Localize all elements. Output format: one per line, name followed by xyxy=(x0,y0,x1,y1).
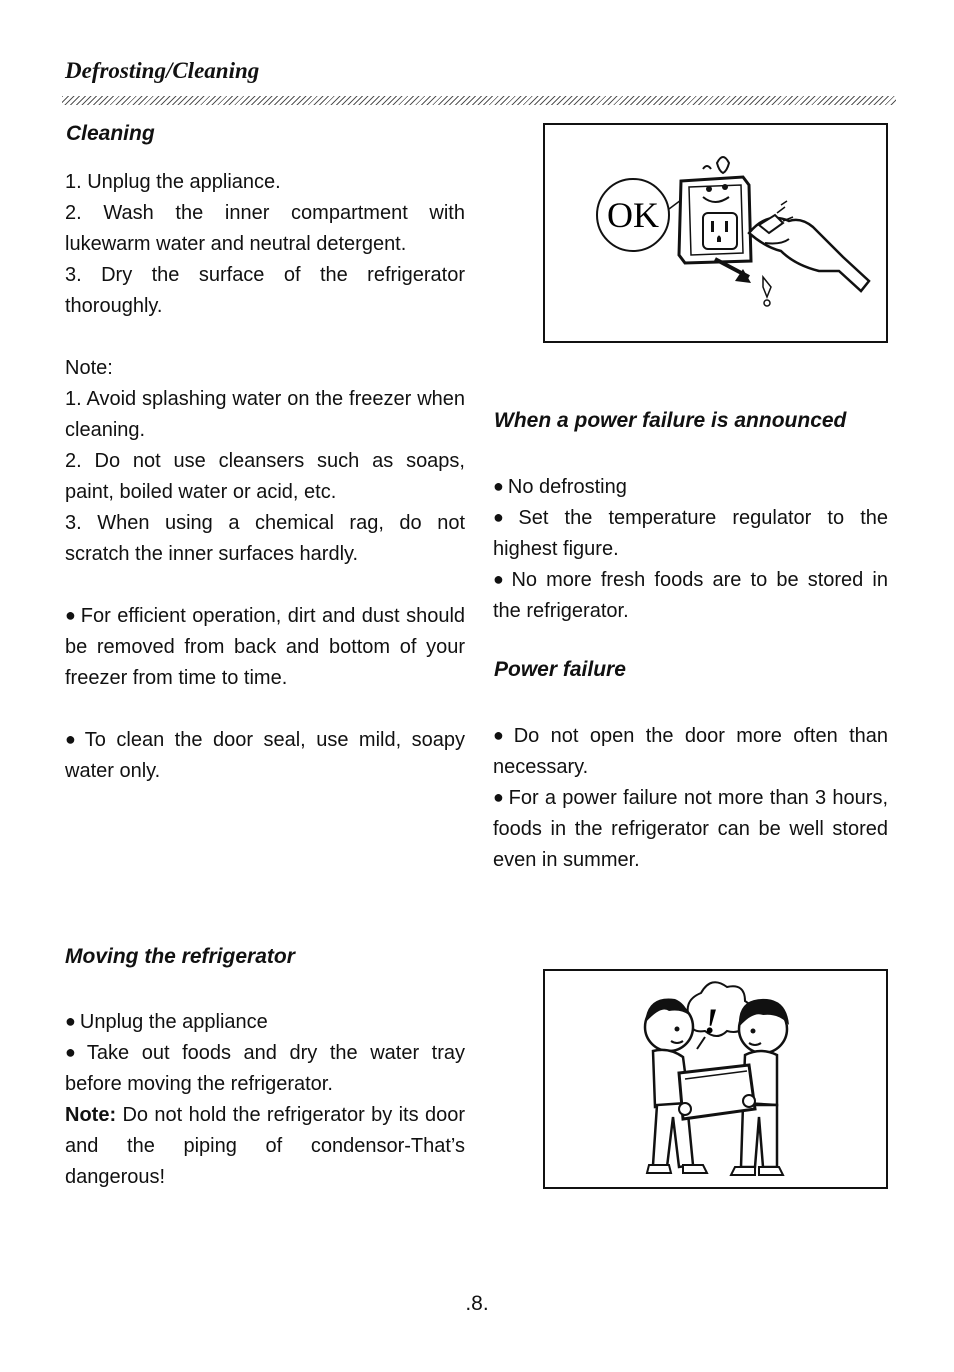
cleaning-tip-2: ● To clean the door seal, use mild, soapy water only. xyxy=(65,725,465,787)
cleaning-heading: Cleaning xyxy=(66,122,155,145)
power-failure-bullet-2: ● For a power failure not more than 3 hours, foods in the refrigerator can be well stored even in summer. xyxy=(493,783,888,876)
exclamation-symbol: ! xyxy=(703,1001,719,1041)
ok-label: OK xyxy=(607,195,659,235)
moving-section xyxy=(65,1007,465,1193)
page-number: .8. xyxy=(465,1292,489,1315)
moving-note: Note: Do not hold the refrigerator by its door and the piping of condensor-That’s dangerous! xyxy=(65,1104,465,1188)
moving-heading: Moving the refrigerator xyxy=(65,945,295,968)
plug-outlet-drawing xyxy=(545,125,886,341)
unplug-illustration xyxy=(543,123,888,343)
cleaning-tip-1: ● For efficient operation, dirt and dust should be removed from back and bottom of your freezer from time to time. xyxy=(65,601,465,694)
moving-note-label: Note: xyxy=(65,1104,117,1126)
announced-bullet-2: ● Set the temperature regulator to the highest figure. xyxy=(493,503,888,565)
page-title: Defrosting/Cleaning xyxy=(65,58,260,83)
moving-bullet-1: ● Unplug the appliance xyxy=(65,1007,465,1038)
power-failure-section xyxy=(493,721,888,876)
announced-section xyxy=(493,472,888,627)
header-divider xyxy=(62,96,896,105)
cleaning-step-2: 2. Wash the inner compartment with lukewarm water and neutral detergent. xyxy=(65,202,465,255)
cleaning-step-3: 3. Dry the surface of the refrigerator thoroughly. xyxy=(65,264,465,317)
moving-bullet-2: ● Take out foods and dry the water tray before moving the refrigerator. xyxy=(65,1038,465,1100)
note-item-3: 3. When using a chemical rag, do not scratch the inner surfaces hardly. xyxy=(65,512,465,565)
power-failure-heading: Power failure xyxy=(494,658,626,681)
cleaning-step-1: 1. Unplug the appliance. xyxy=(65,171,281,193)
announced-bullet-3: ● No more fresh foods are to be stored in the refrigerator. xyxy=(493,565,888,627)
note-label: Note: xyxy=(65,357,113,379)
announced-bullet-1: ● No defrosting xyxy=(493,472,888,503)
two-people-carrying-drawing xyxy=(545,971,886,1187)
power-failure-bullet-1: ● Do not open the door more often than necessary. xyxy=(493,721,888,783)
note-item-2: 2. Do not use cleansers such as soaps, paint, boiled water or acid, etc. xyxy=(65,450,465,503)
note-item-1: 1. Avoid splashing water on the freezer when cleaning. xyxy=(65,388,465,441)
cleaning-section xyxy=(65,167,465,787)
moving-illustration xyxy=(543,969,888,1189)
announced-heading: When a power failure is announced xyxy=(494,409,847,432)
